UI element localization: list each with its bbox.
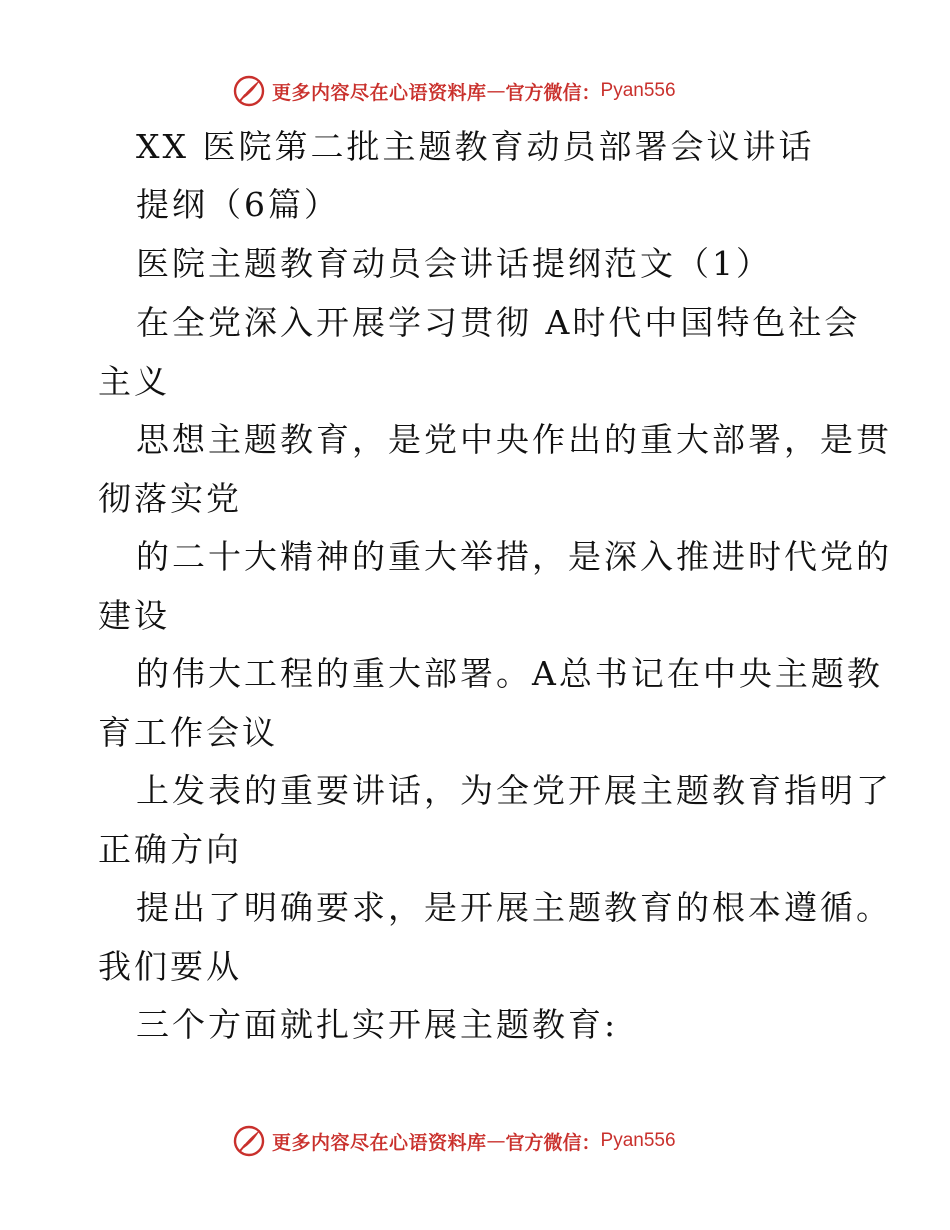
document-title-line-2: 提纲（6篇） — [136, 185, 340, 224]
paragraph-line: 主义 — [98, 362, 170, 401]
quill-logo-icon — [232, 1124, 266, 1158]
header-wechat-id: Pyan556 — [600, 80, 676, 101]
footer-banner — [232, 1124, 676, 1158]
paragraph-line: 上发表的重要讲话，为全党开展主题教育指明了 — [136, 771, 892, 810]
paragraph-line: 三个方面就扎实开展主题教育: — [136, 1005, 619, 1044]
document-title-line-1: XX 医院第二批主题教育动员部署会议讲话 — [136, 127, 815, 166]
paragraph-line: 彻落实党 — [98, 479, 242, 518]
footer-dash: — — [486, 1130, 506, 1152]
header-banner — [232, 74, 676, 108]
quill-logo-icon — [232, 74, 266, 108]
paragraph-line: 育工作会议 — [98, 713, 278, 752]
footer-brand-text: 更多内容尽在心语资料库 — [272, 1131, 487, 1154]
header-brand-text: 更多内容尽在心语资料库 — [272, 81, 487, 104]
paragraph-line: 思想主题教育，是党中央作出的重大部署，是贯 — [136, 420, 892, 459]
paragraph-line: 的伟大工程的重大部署。A总书记在中央主题教 — [136, 654, 883, 693]
footer-wechat-id: Pyan556 — [600, 1130, 676, 1151]
paragraph-line: 的二十大精神的重大举措，是深入推进时代党的 — [136, 537, 892, 576]
paragraph-line: 我们要从 — [98, 947, 242, 986]
paragraph-line: 在全党深入开展学习贯彻 A时代中国特色社会 — [136, 303, 861, 342]
document-subtitle: 医院主题教育动员会讲话提纲范文（1） — [136, 244, 772, 283]
header-dash: — — [486, 80, 506, 102]
header-wechat-label: 官方微信： — [505, 81, 601, 104]
footer-wechat-label: 官方微信： — [505, 1131, 601, 1154]
paragraph-line: 正确方向 — [98, 830, 242, 869]
paragraph-line: 建设 — [98, 596, 170, 635]
paragraph-line: 提出了明确要求，是开展主题教育的根本遵循。 — [136, 888, 892, 927]
